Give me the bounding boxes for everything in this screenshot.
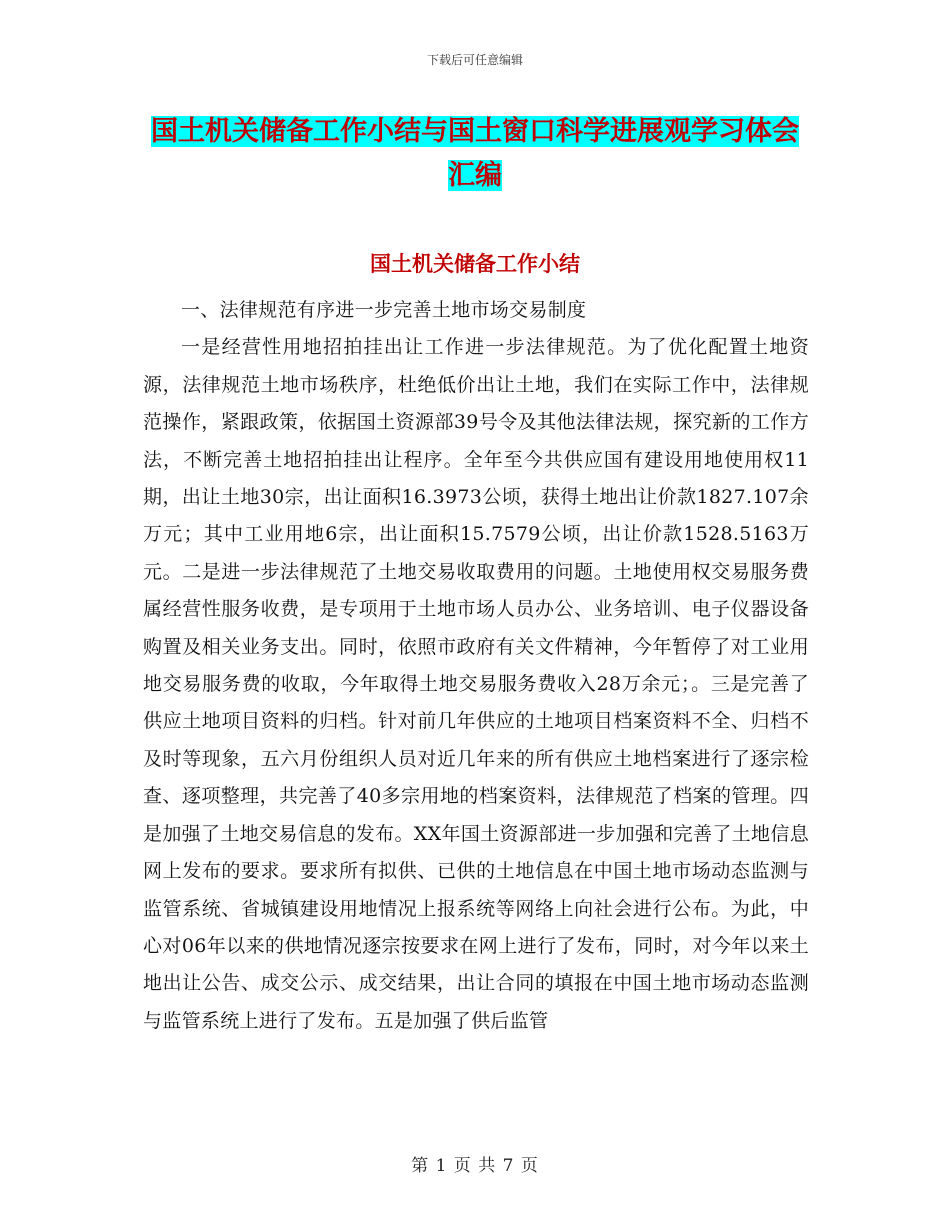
section-title: 国土机关储备工作小结 bbox=[370, 252, 580, 276]
page-footer bbox=[0, 1155, 950, 1177]
body-text bbox=[143, 292, 809, 1040]
document-title-text: 国土机关储备工作小结与国土窗口科学进展观学习体会汇编 bbox=[151, 116, 799, 191]
document-title bbox=[140, 110, 810, 198]
header-text: 下载后可任意编辑 bbox=[426, 53, 523, 67]
paragraph-heading: 一、法律规范有序进一步完善土地市场交易制度 bbox=[181, 299, 587, 321]
page-header bbox=[0, 52, 950, 68]
paragraph-body: 一是经营性用地招拍挂出让工作进一步法律规范。为了优化配置土地资源，法律规范土地市场秩序，杜绝低价出让土地，我们在实际工作中，法律规范操作，紧跟政策，依据国土资源部39号令及其他法律法规，探究新的工作方法，不断完善土地招拍挂出让程序。全年至今共供应国有建设用地使用权11期，出让土地30宗，出让面积16.3973公顷，获得土地出让价款1827.107余万元；其中工业用地6宗，出让面积15.7579公顷，出让价款1528.5163万元。二是进一步法律规范了土地交易收取费用的问题。土地使用权交易服务费属经营性服务收费，是专项用于土地市场人员办公、业务培训、电子仪器设备购置及相关业务支出。同时，依照市政府有关文件精神，今年暂停了对工业用地交易服务费的收取，今年取得土地交易服务费收入28万余元；。三是完善了供应土地项目资料的归档。针对前几年供应的土地项目档案资料不全、归档不及时等现象，五六月份组织人员对近几年来的所有供应土地档案进行了逐宗检查、逐项整理，共完善了40多宗用地的档案资料，法律规范了档案的管理。四是加强了土地交易信息的发布。XX年国土资源部进一步加强和完善了土地信息网上发布的要求。要求所有拟供、已供的土地信息在中国土地市场动态监测与监管系统、省城镇建设用地情况上报系统等网络上向社会进行公布。为此，中心对06年以来的供地情况逐宗按要求在网上进行了发布，同时，对今年以来土地出让公告、成交公示、成交结果，出让合同的填报在中国土地市场动态监测与监管系统上进行了发布。五是加强了供后监管 bbox=[143, 336, 809, 1032]
page-number: 第 1 页 共 7 页 bbox=[411, 1156, 539, 1176]
